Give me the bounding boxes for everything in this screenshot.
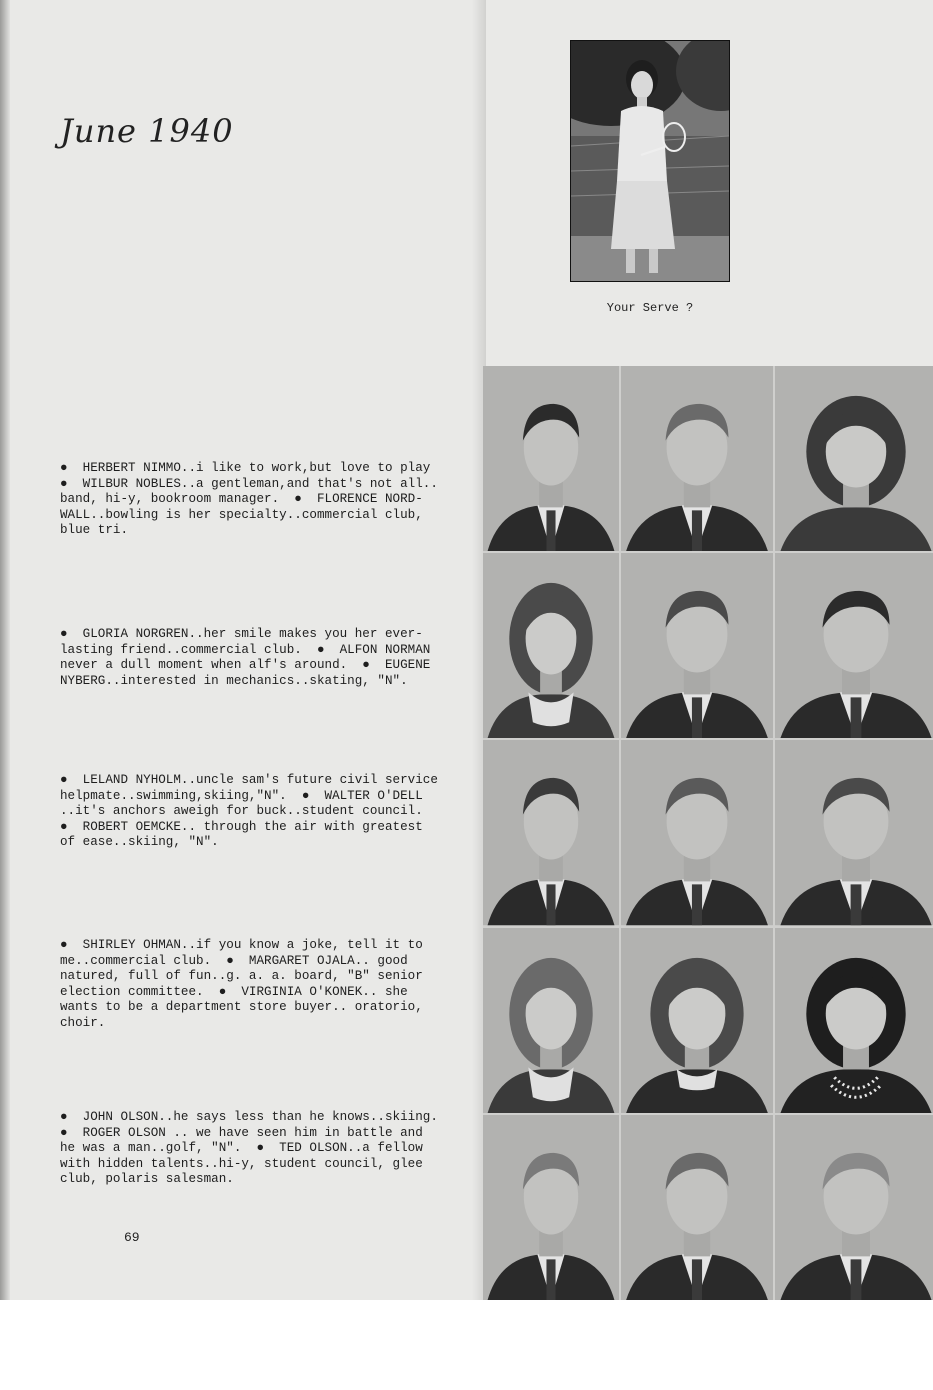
portrait-john-olson [483,1115,619,1300]
photo-caption: Your Serve ? [606,301,694,315]
tennis-photo [570,40,730,282]
bio-block-row-4: ● SHIRLEY OHMAN..if you know a joke, tell it to me..commercial club. ● MARGARET OJALA.. good natured, full of fun..g. a. a. board, "B" senior election committee. ● VIRGINIA O'KONEK.. she wants to be a department store buyer.. oratorio, choir. [60,938,423,1030]
bio-block-row-3: ● LELAND NYHOLM..uncle sam's future civil service helpmate..swimming,skiing,"N". ● WALTER O'DELL ..it's anchors aweigh for buck..student council. ● ROBERT OEMCKE.. through the air with greatest of ease..skiing, "N". [60,773,438,850]
portrait-roger-olson [621,1115,773,1300]
portrait-ted-olson [775,1115,933,1300]
bio-block-row-2: ● GLORIA NORGREN..her smile makes you her ever- lasting friend..commercial club. ● ALFON NORMAN never a dull moment when alf's around. ● EUGENE NYBERG..interested in mechanics..skating, "N". [60,627,431,688]
portrait-shirley-ohman [483,928,619,1113]
bottom-margin [0,1300,933,1390]
portrait-wilbur-nobles [621,366,773,551]
portrait-leland-nyholm [483,740,619,925]
portrait-grid [483,366,933,1300]
portrait-florence-nordwall [775,366,933,551]
page-edge-shadow [0,0,10,1300]
portrait-gloria-norgren [483,553,619,738]
portrait-walter-odell [621,740,773,925]
bio-block-row-5: ● JOHN OLSON..he says less than he knows..skiing. ● ROGER OLSON .. we have seen him in battle and he was a man..golf, "N". ● TED OLSON..a fellow with hidden talents..hi-y, student council, glee club, polaris salesman. [60,1110,438,1187]
page-number: 69 [124,1230,140,1245]
portrait-herbert-nimmo [483,366,619,551]
page-title: June 1940 [60,112,234,150]
bio-block-row-1: ● HERBERT NIMMO..i like to work,but love to play ● WILBUR NOBLES..a gentleman,and that's not all.. band, hi-y, bookroom manager. ● FLORENCE NORD- WALL..bowling is her specialty..commercial club, blue tri. [60,461,438,538]
portrait-virginia-okonek [775,928,933,1113]
portrait-robert-oemcke [775,740,933,925]
portrait-eugene-nyberg [775,553,933,738]
portrait-alfon-norman [621,553,773,738]
portrait-margaret-ojala [621,928,773,1113]
